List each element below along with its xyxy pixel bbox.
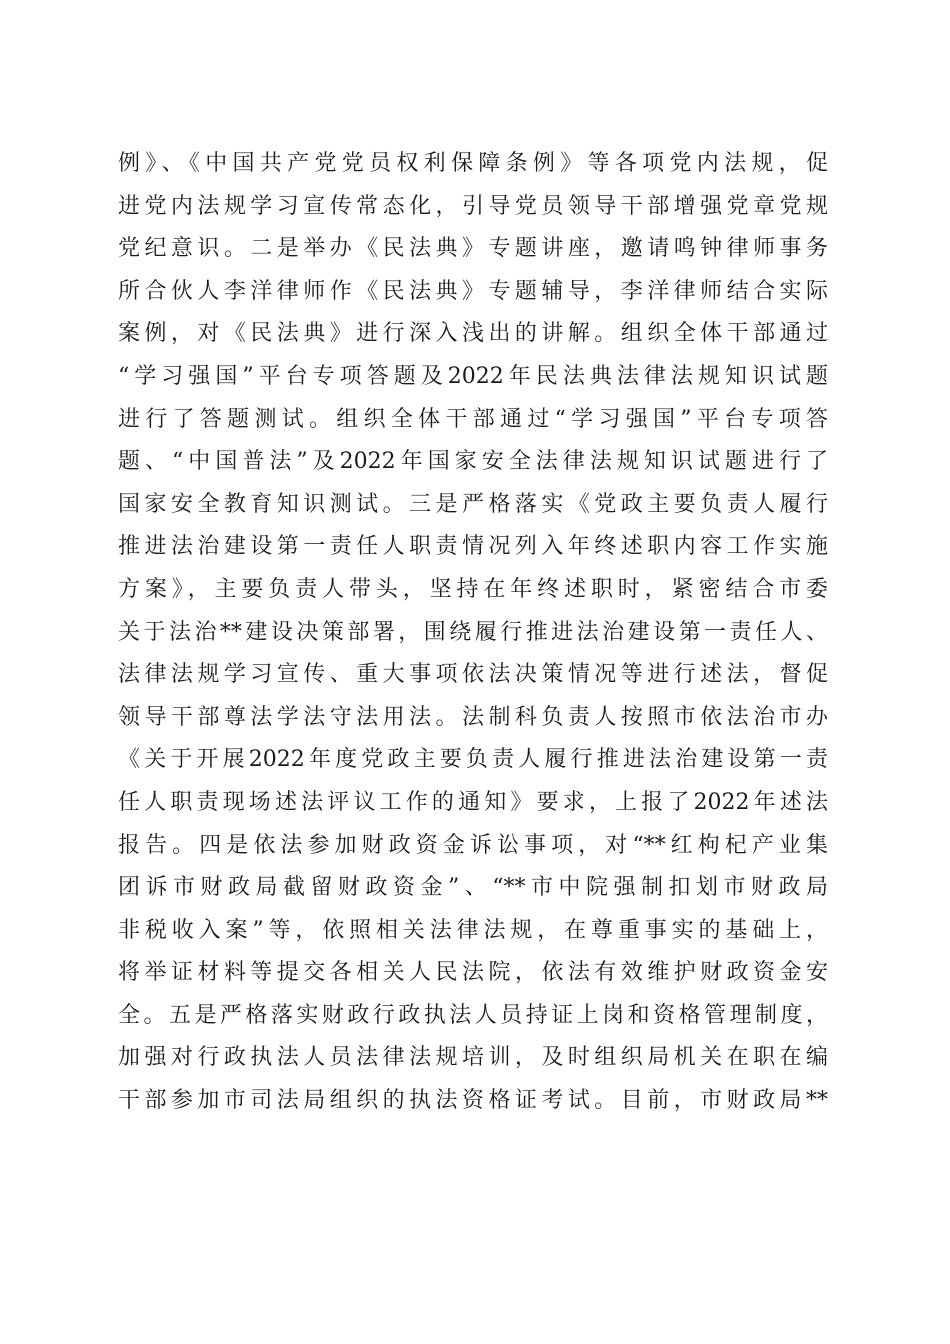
text-line: 《关于开展2022年度党政主要负责人履行推进法治建设第一责 <box>118 747 828 773</box>
text-line: 进行了答题测试。组织全体干部通过“学习强国”平台专项答 <box>118 406 828 432</box>
text-line: 推进法治建设第一责任人职责情况列入年终述职内容工作实施 <box>118 534 828 560</box>
body-text <box>118 143 828 1123</box>
text-line: 进党内法规学习宣传常态化，引导党员领导干部增强党章党规 <box>118 193 828 219</box>
text-line: 法律法规学习宣传、重大事项依法决策情况等进行述法，督促 <box>118 662 828 688</box>
text-line: 领导干部尊法学法守法用法。法制科负责人按照市依法治市办 <box>118 704 828 730</box>
text-line: 所合伙人李洋律师作《民法典》专题辅导，李洋律师结合实际 <box>118 278 828 304</box>
text-line: 例》、《中国共产党党员权利保障条例》等各项党内法规，促 <box>118 151 828 176</box>
text-line: 案例，对《民法典》进行深入浅出的讲解。组织全体干部通过 <box>118 321 828 347</box>
text-line: 任人职责现场述法评议工作的通知》要求，上报了2022年述法 <box>118 789 828 815</box>
text-line: 党纪意识。二是举办《民法典》专题讲座，邀请鸣钟律师事务 <box>118 236 828 262</box>
text-line: 团诉市财政局截留财政资金”、“**市中院强制扣划市财政局 <box>118 875 828 901</box>
text-line: “学习强国”平台专项答题及2022年民法典法律法规知识试题 <box>118 363 828 389</box>
text-line: 关于法治**建设决策部署，围绕履行推进法治建设第一责任人、 <box>118 619 828 645</box>
text-line: 题、“中国普法”及2022年国家安全法律法规知识试题进行了 <box>118 449 828 475</box>
text-line: 报告。四是依法参加财政资金诉讼事项，对“**红枸杞产业集 <box>118 832 828 858</box>
text-line: 干部参加市司法局组织的执法资格证考试。目前，市财政局** <box>118 1088 828 1114</box>
text-line: 国家安全教育知识测试。三是严格落实《党政主要负责人履行 <box>118 491 828 517</box>
text-line: 加强对行政执法人员法律法规培训，及时组织局机关在职在编 <box>118 1045 828 1071</box>
text-line: 将举证材料等提交各相关人民法院，依法有效维护财政资金安 <box>118 960 828 986</box>
text-line: 非税收入案”等，依照相关法律法规，在尊重事实的基础上， <box>118 917 828 943</box>
text-line: 方案》，主要负责人带头，坚持在年终述职时，紧密结合市委 <box>118 576 828 602</box>
text-line: 全。五是严格落实财政行政执法人员持证上岗和资格管理制度， <box>118 1002 828 1028</box>
